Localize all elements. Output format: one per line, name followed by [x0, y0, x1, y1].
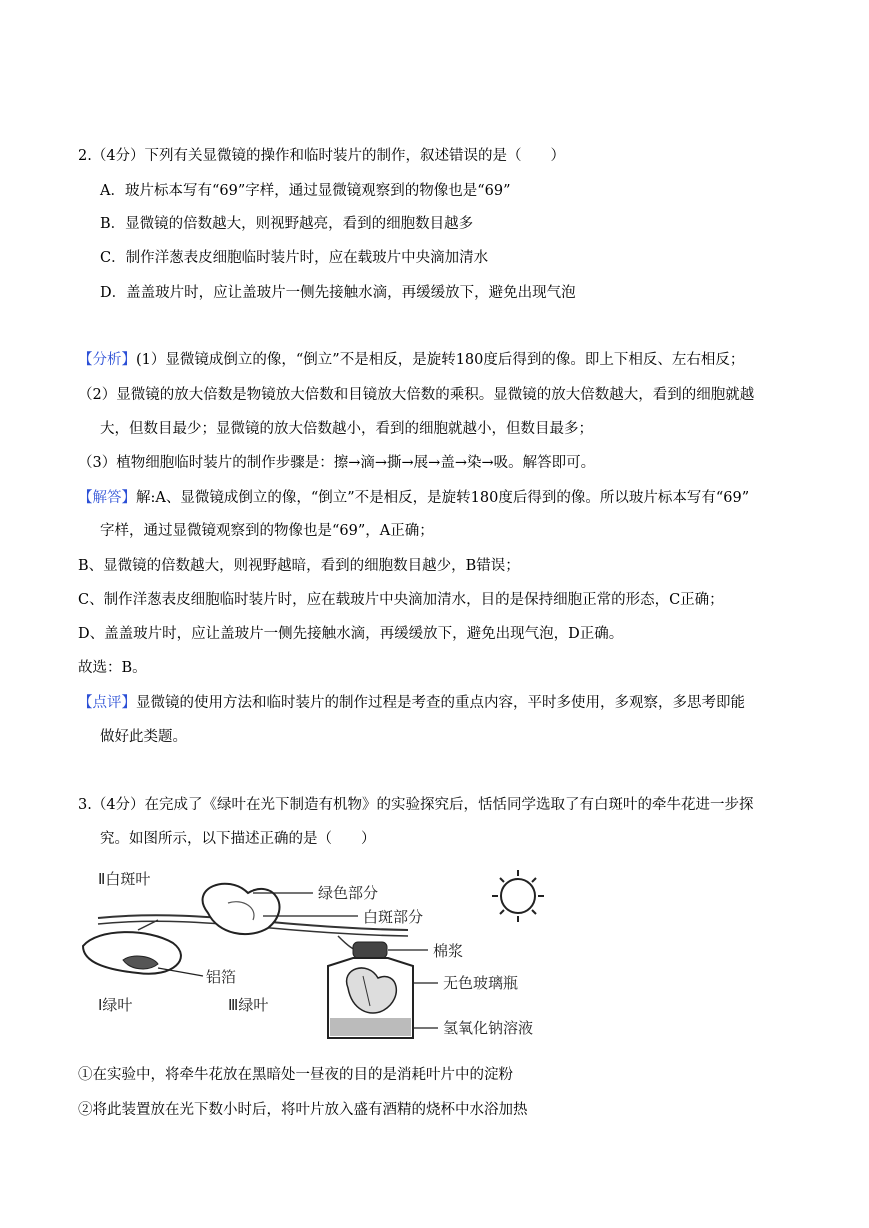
label-cotton: 棉浆 [433, 942, 464, 960]
label-green-part: 绿色部分 [318, 884, 379, 902]
analysis-text-1: (1）显微镜成倒立的像，“倒立”不是相反，是旋转180度后得到的像。即上下相反、左右相反； [136, 352, 745, 368]
label-bottle: 无色玻璃瓶 [443, 974, 519, 992]
label-foil: 铝箔 [206, 968, 237, 986]
answer-line-d: D、盖盖玻片时，应让盖玻片一侧先接触水滴，再缓缓放下，避免出现气泡，D正确。 [78, 626, 624, 642]
answer-line-c: C、制作洋葱表皮细胞临时装片时，应在载玻片中央滴加清水，目的是保持细胞正常的形态，C正确； [78, 592, 724, 608]
comment-line-2: 做好此类题。 [100, 729, 187, 745]
q3-statement-2: ②将此装置放在光下数小时后，将叶片放入盛有酒精的烧杯中水浴加热 [78, 1102, 528, 1118]
answer-line-1 [78, 488, 749, 508]
answer-tag: 【解答】 [78, 490, 136, 506]
label-leaf2: Ⅱ白斑叶 [98, 870, 151, 888]
q2-option-a: A．玻片标本写有“69”字样，通过显微镜观察到的物像也是“69” [100, 183, 511, 199]
cotton-plug [353, 942, 387, 958]
q3-stem-line-1: 3.（4分）在完成了《绿叶在光下制造有机物》的实验探究后，恬恬同学选取了有白斑叶的牵牛花进一步探 [78, 797, 754, 813]
label-leaf3: Ⅲ绿叶 [228, 996, 269, 1014]
label-leaf1: Ⅰ绿叶 [98, 996, 133, 1014]
label-white-part: 白斑部分 [363, 908, 424, 926]
leaf-i [83, 932, 181, 974]
comment-tag: 【点评】 [78, 695, 136, 711]
comment-text-1: 显微镜的使用方法和临时装片的制作过程是考查的重点内容，平时多使用，多观察，多思考即能 [136, 695, 745, 711]
sun-icon [492, 870, 544, 922]
analysis-line-1 [78, 350, 744, 370]
q3-statement-1: ①在实验中，将牵牛花放在黑暗处一昼夜的目的是消耗叶片中的淀粉 [78, 1067, 513, 1083]
answer-line-2: 字样，通过显微镜观察到的物像也是“69”，A正确； [100, 523, 434, 539]
analysis-tag: 【分析】 [78, 352, 136, 368]
q2-option-d: D．盖盖玻片时，应让盖玻片一侧先接触水滴，再缓缓放下，避免出现气泡 [100, 285, 576, 301]
comment-line-1 [78, 693, 745, 713]
naoh-solution [330, 1018, 411, 1036]
answer-text-1: 解:A、显微镜成倒立的像，“倒立”不是相反，是旋转180度后得到的像。所以玻片标本写有“69” [136, 490, 750, 506]
experiment-diagram [78, 868, 618, 1048]
label-naoh: 氢氧化钠溶液 [443, 1019, 534, 1037]
leaf-ii [203, 884, 280, 934]
q2-option-b: B．显微镜的倍数越大，则视野越亮，看到的细胞数目越多 [100, 216, 474, 232]
q3-stem-line-2: 究。如图所示，以下描述正确的是（ ） [100, 831, 376, 847]
answer-line-b: B、显微镜的倍数越大，则视野越暗，看到的细胞数目越少，B错误； [78, 558, 520, 574]
analysis-line-4: （3）植物细胞临时装片的制作步骤是：擦→滴→撕→展→盖→染→吸。解答即可。 [78, 455, 596, 471]
analysis-line-3: 大，但数目最少；显微镜的放大倍数越小，看到的细胞就越小，但数目最多； [100, 421, 593, 437]
q2-option-c: C．制作洋葱表皮细胞临时装片时，应在载玻片中央滴加清水 [100, 250, 489, 266]
analysis-line-2: （2）显微镜的放大倍数是物镜放大倍数和目镜放大倍数的乘积。显微镜的放大倍数越大，看到的细胞就越 [78, 387, 755, 403]
answer-choice: 故选：B。 [78, 660, 147, 676]
q2-stem: 2.（4分）下列有关显微镜的操作和临时装片的制作，叙述错误的是（ ） [78, 148, 566, 164]
